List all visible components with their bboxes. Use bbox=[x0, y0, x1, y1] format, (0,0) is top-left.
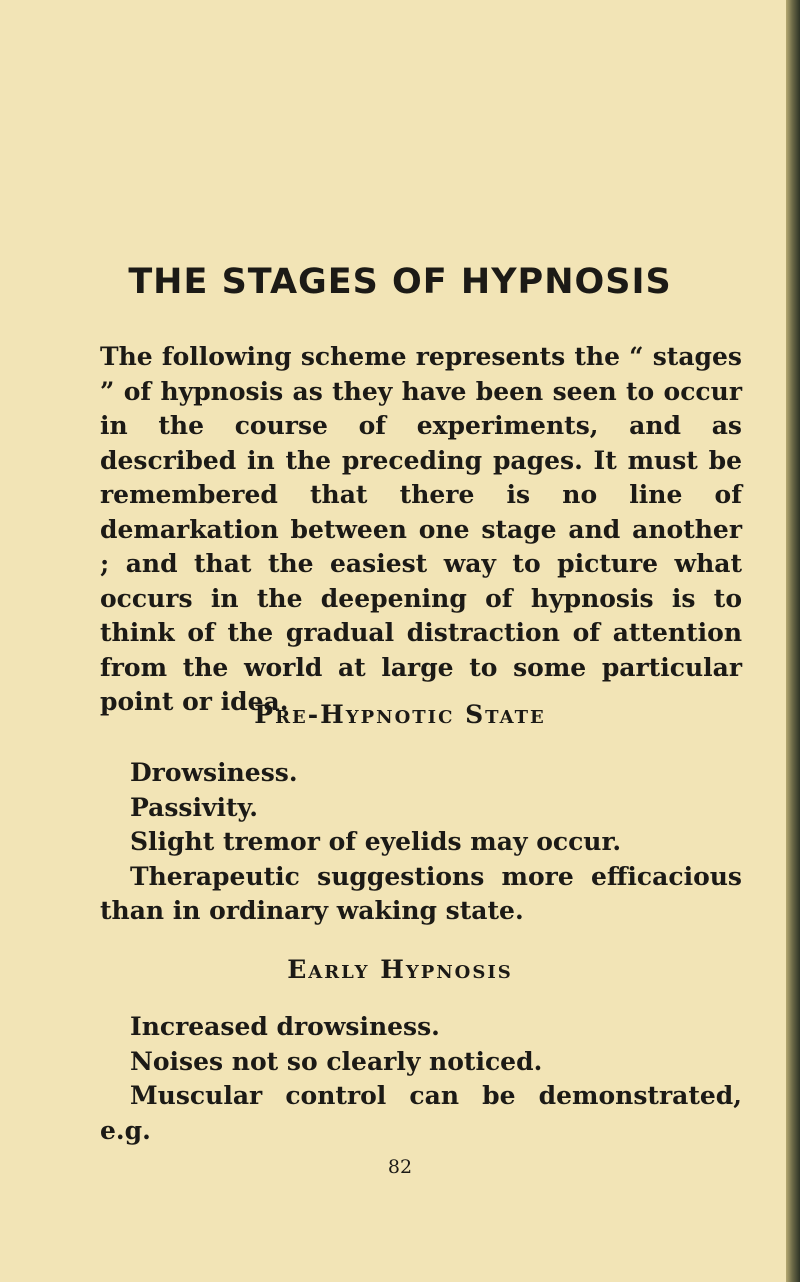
list-item: Slight tremor of eyelids may occur. bbox=[130, 827, 622, 856]
early-hypnosis-list bbox=[100, 1010, 742, 1148]
list-item: Therapeutic suggestions more efficacious than in ordinary waking state. bbox=[100, 861, 742, 925]
page-heading: THE STAGES OF HYPNOSIS bbox=[128, 262, 672, 302]
list-item: Passivity. bbox=[130, 792, 258, 822]
section-title-pre-hypnotic: Pre-Hypnotic State bbox=[254, 700, 546, 729]
section-title-early-hypnosis: Early Hypnosis bbox=[287, 955, 513, 984]
list-item: Increased drowsiness. bbox=[130, 1012, 440, 1041]
page-edge bbox=[786, 0, 800, 1282]
intro-paragraph: The following scheme represents the “ stages ” of hypnosis as they have been seen to occur in the course of experiments, and as described in the preceding pages. It must be remembered that there is no line of demarkation between one stage and another ; and that the easiest way to picture what occurs in the deepening of hypnosis is to think of the gradual distraction of attention from the world at large to some particular point or idea. bbox=[100, 342, 742, 716]
page-number: 82 bbox=[387, 1156, 413, 1178]
list-item: Noises not so clearly noticed. bbox=[130, 1046, 543, 1076]
pre-hypnotic-list bbox=[100, 756, 742, 929]
list-item: Drowsiness. bbox=[130, 758, 298, 787]
list-item: Muscular control can be demonstrated, e.g. bbox=[100, 1081, 742, 1145]
